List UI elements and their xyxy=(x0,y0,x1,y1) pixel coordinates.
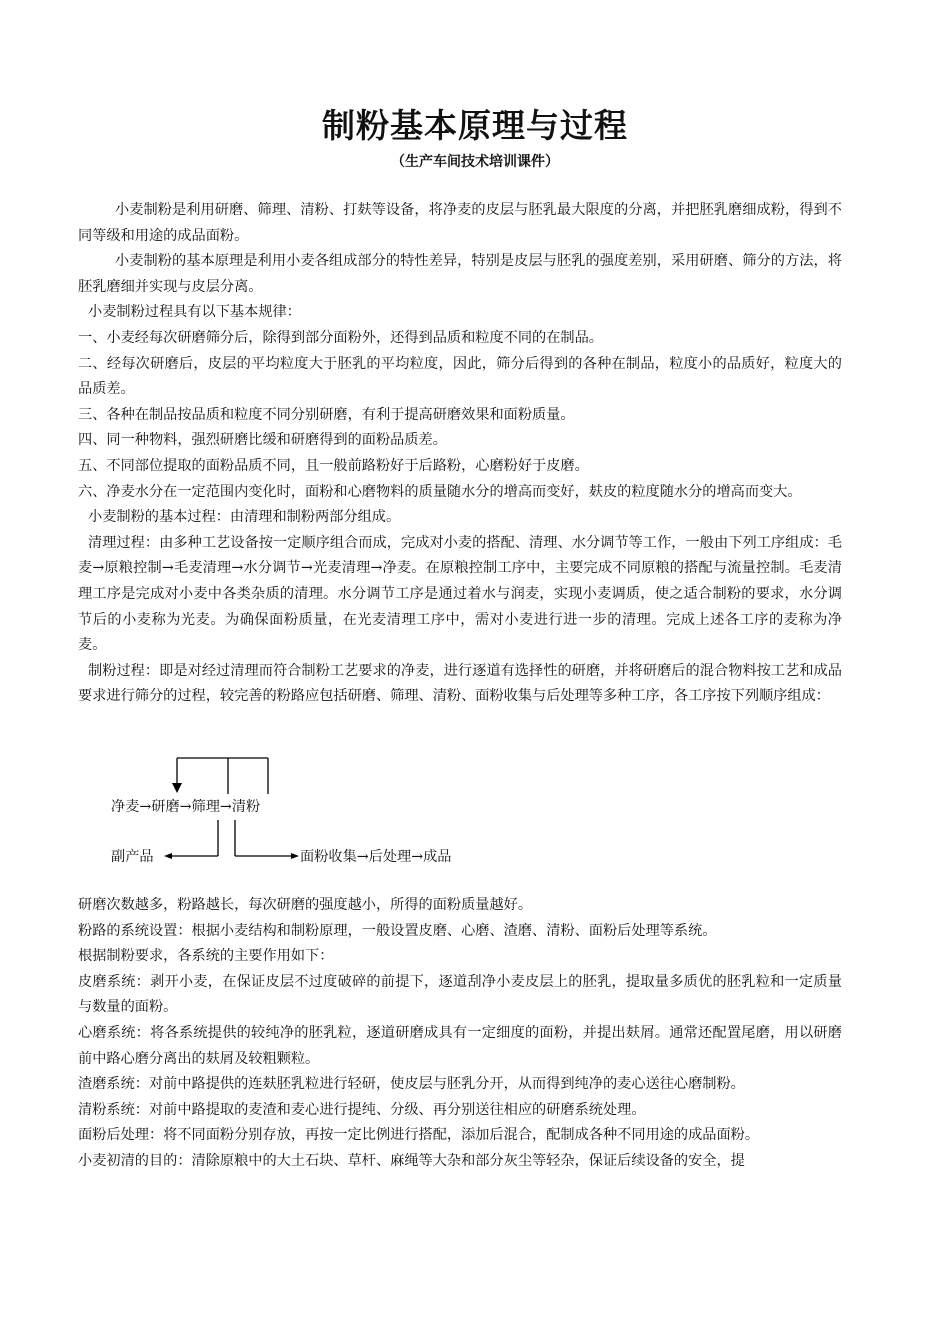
paragraph: 根据制粉要求，各系统的主要作用如下： xyxy=(78,948,334,965)
list-item: 六、净麦水分在一定范围内变化时，面粉和心磨物料的质量随水分的增高而变好，麸皮的粒度随水分的增高而变大。 xyxy=(78,483,802,500)
paragraph: 面粉后处理：将不同面粉分别存放，再按一定比例进行搭配，添加后混合，配制成各种不同用途的成品面粉。 xyxy=(78,1127,760,1144)
body-text-bottom xyxy=(78,893,842,1175)
list-item: 二、经每次研磨后，皮层的平均粒度大于胚乳的平均粒度，因此，筛分后得到的各种在制品，粒度小的品质好，粒度大的品质差。 xyxy=(78,355,842,398)
paragraph: 小麦初清的目的：清除原粮中的大土石块、草杆、麻绳等大杂和部分灰尘等轻杂，保证后续设备的安全，提 xyxy=(78,1152,745,1169)
body-text-top xyxy=(78,198,842,710)
paragraph: 渣磨系统：对前中路提供的连麸胚乳粒进行轻研，使皮层与胚乳分开，从而得到纯净的麦心送往心磨制粉。 xyxy=(78,1076,745,1093)
process-flow-diagram xyxy=(100,752,520,878)
paragraph: 制粉过程：即是对经过清理而符合制粉工艺要求的净麦，进行逐道有选择性的研磨，并将研磨后的混合物料按工艺和成品要求进行筛分的过程，较完善的粉路应包括研磨、筛理、清粉、面粉收集与后处理等多种工序，各工序按下列顺序组成： xyxy=(78,662,842,705)
main-flow-label: 净麦→研磨→筛理→清粉 xyxy=(111,799,261,815)
paragraph: 小麦制粉的基本过程：由清理和制粉两部分组成。 xyxy=(88,509,401,526)
paragraph: 粉路的系统设置：根据小麦结构和制粉原理，一般设置皮磨、心磨、渣磨、清粉、面粉后处理等系统。 xyxy=(78,922,717,939)
paragraph: 皮磨系统：剥开小麦，在保证皮层不过度破碎的前提下，逐道刮净小麦皮层上的胚乳，提取量多质优的胚乳粒和一定质量与数量的面粉。 xyxy=(78,973,842,1016)
page-title: 制粉基本原理与过程 xyxy=(322,106,628,145)
byproduct-label: 副产品 xyxy=(111,849,154,865)
paragraph: 小麦制粉是利用研磨、筛理、清粉、打麸等设备，将净麦的皮层与胚乳最大限度的分离，并把胚乳磨细成粉，得到不同等级和用途的成品面粉。 xyxy=(78,202,842,244)
paragraph: 小麦制粉过程具有以下基本规律： xyxy=(88,304,301,321)
list-item: 一、小麦经每次研磨筛分后，除得到部分面粉外，还得到品质和粒度不同的在制品。 xyxy=(78,329,603,346)
list-item: 三、各种在制品按品质和粒度不同分别研磨，有利于提高研磨效果和面粉质量。 xyxy=(78,406,575,423)
list-item: 四、同一种物料，强烈研磨比缓和研磨得到的面粉品质差。 xyxy=(78,432,447,449)
list-item: 五、不同部位提取的面粉品质不同，且一般前路粉好于后路粉，心磨粉好于皮磨。 xyxy=(78,457,589,474)
paragraph: 心磨系统：将各系统提供的较纯净的胚乳粒，逐道研磨成具有一定细度的面粉，并提出麸屑。通常还配置尾磨，用以研磨前中路心磨分离出的麸屑及较粗颗粒。 xyxy=(78,1024,842,1067)
paragraph: 清理过程：由多种工艺设备按一定顺序组合而成，完成对小麦的搭配、清理、水分调节等工作，一般由下列工序组成：毛麦→原粮控制→毛麦清理→水分调节→光麦清理→净麦。在原粮控制工序中，主要完成不同原粮的搭配与流量控制。毛麦清理工序是完成对小麦中各类杂质的清理。水分调节工序是通过着水与润麦，实现小麦调质，使之适合制粉的要求，水分调节后的小麦称为光麦。为确保面粉质量，在光麦清理工序中，需对小麦进行进一步的清理。完成上述各工序的麦称为净麦。 xyxy=(78,534,842,654)
paragraph: 研磨次数越多，粉路越长，每次研磨的强度越小，所得的面粉质量越好。 xyxy=(78,897,533,913)
page-subtitle: （生产车间技术培训课件） xyxy=(391,154,559,170)
paragraph: 小麦制粉的基本原理是利用小麦各组成部分的特性差异，特别是皮层与胚乳的强度差别，采用研磨、筛分的方法，将胚乳磨细并实现与皮层分离。 xyxy=(78,253,842,295)
paragraph: 清粉系统：对前中路提取的麦渣和麦心进行提纯、分级、再分别送往相应的研磨系统处理。 xyxy=(78,1101,646,1118)
product-flow-label: 面粉收集→后处理→成品 xyxy=(300,849,452,865)
